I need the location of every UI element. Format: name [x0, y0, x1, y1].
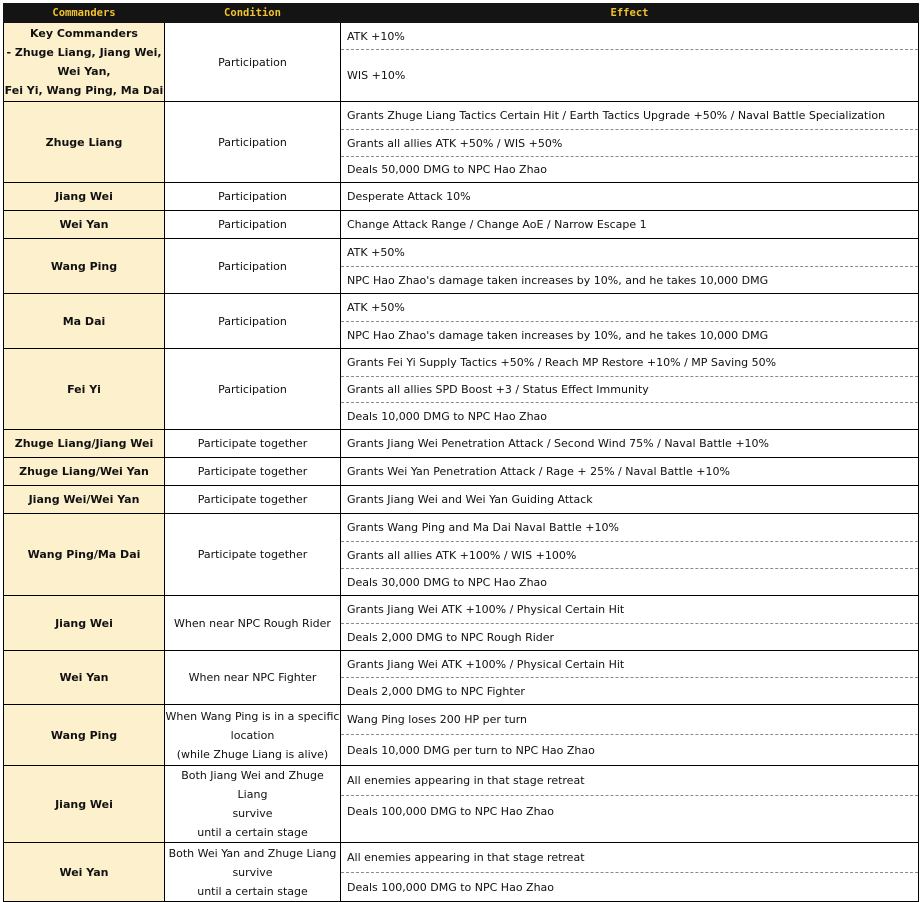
effect-line: Wang Ping loses 200 HP per turn	[347, 713, 528, 726]
effect-line: Deals 100,000 DMG to NPC Hao Zhao	[341, 795, 918, 826]
commander-name: Key Commanders	[30, 27, 138, 40]
condition-text: Participation	[218, 382, 287, 396]
effect-line: Deals 10,000 DMG to NPC Hao Zhao	[341, 402, 918, 429]
condition-text: Participation	[218, 259, 287, 273]
effect-line: Grants Wang Ping and Ma Dai Naval Battle +10%	[347, 521, 619, 534]
effect-cell	[341, 294, 919, 349]
commander-name: Wang Ping	[50, 259, 118, 273]
condition-text: Both Jiang Wei and Zhuge Liang	[181, 769, 324, 801]
condition-text: Both Wei Yan and Zhuge Liang	[168, 846, 337, 860]
table-row	[4, 486, 919, 514]
commander-cell	[4, 596, 165, 651]
commander-cell	[4, 486, 165, 514]
commander-cell	[4, 211, 165, 239]
header-effect: Effect	[341, 4, 919, 23]
table-row	[4, 102, 919, 183]
condition-text: Participate together	[197, 465, 308, 478]
effect-line: All enemies appearing in that stage retreat	[347, 851, 585, 864]
table-row	[4, 651, 919, 705]
effect-cell	[341, 430, 919, 458]
commander-name: Jiang Wei	[55, 616, 113, 630]
condition-text: When near NPC Rough Rider	[174, 616, 331, 630]
commander-cell	[4, 514, 165, 596]
effect-cell	[341, 239, 919, 294]
header-row	[4, 4, 919, 23]
condition-text: Participate together	[197, 548, 308, 561]
effect-cell	[341, 651, 919, 705]
commander-cell	[4, 705, 165, 766]
condition-cell	[165, 651, 341, 705]
effect-line: Grants Jiang Wei and Wei Yan Guiding Attack	[347, 493, 593, 506]
table-row	[4, 294, 919, 349]
condition-text: until a certain stage	[197, 826, 308, 839]
condition-cell	[165, 211, 341, 239]
commander-name: - Zhuge Liang, Jiang Wei,	[6, 46, 162, 59]
effect-cell	[341, 349, 919, 430]
commander-name: Wei Yan,	[57, 65, 111, 78]
commander-cell	[4, 23, 165, 102]
condition-text: (while Zhuge Liang is alive)	[176, 747, 329, 761]
table-row	[4, 23, 919, 102]
table-row	[4, 766, 919, 843]
condition-cell	[165, 486, 341, 514]
condition-text: When near NPC Fighter	[188, 671, 317, 684]
commander-name: Wei Yan	[59, 671, 109, 684]
effect-cell	[341, 514, 919, 596]
effect-line: ATK +50%	[347, 246, 405, 259]
effect-line: Grants Fei Yi Supply Tactics +50% / Reach MP Restore +10% / MP Saving 50%	[347, 356, 777, 369]
commander-cell	[4, 183, 165, 211]
effect-line: Grants Zhuge Liang Tactics Certain Hit / Earth Tactics Upgrade +50% / Naval Battle Specialization	[347, 109, 886, 122]
commander-name: Wang Ping/Ma Dai	[27, 548, 141, 561]
effect-line: All enemies appearing in that stage retreat	[347, 774, 585, 787]
table-row	[4, 183, 919, 211]
effect-line: Grants Jiang Wei ATK +100% / Physical Certain Hit	[347, 657, 625, 671]
effect-line: Deals 10,000 DMG per turn to NPC Hao Zhao	[341, 734, 918, 765]
commander-name: Wang Ping	[50, 728, 118, 742]
effect-line: Grants all allies ATK +50% / WIS +50%	[341, 129, 918, 156]
condition-cell	[165, 514, 341, 596]
condition-cell	[165, 294, 341, 349]
condition-cell	[165, 102, 341, 183]
effect-line: Deals 30,000 DMG to NPC Hao Zhao	[341, 568, 918, 595]
condition-text: Participation	[218, 218, 287, 231]
commander-name: Zhuge Liang/Wei Yan	[19, 465, 149, 478]
condition-text: Participate together	[197, 493, 308, 506]
effect-line: WIS +10%	[341, 49, 918, 101]
table-row	[4, 458, 919, 486]
effect-line: Deals 2,000 DMG to NPC Rough Rider	[341, 623, 918, 650]
commander-cell	[4, 430, 165, 458]
table-row	[4, 514, 919, 596]
commander-name: Zhuge Liang	[45, 135, 123, 149]
condition-text: Participation	[218, 190, 287, 203]
commander-name: Jiang Wei	[55, 797, 113, 811]
effect-cell	[341, 766, 919, 843]
commander-cell	[4, 458, 165, 486]
effect-cell	[341, 458, 919, 486]
commander-name: Fei Yi	[67, 382, 101, 396]
condition-text: survive	[232, 865, 273, 879]
condition-cell	[165, 766, 341, 843]
effect-line: Grants all allies SPD Boost +3 / Status Effect Immunity	[341, 376, 918, 402]
effect-cell	[341, 486, 919, 514]
commander-cell	[4, 102, 165, 183]
condition-text: Participate together	[197, 437, 308, 450]
effect-cell	[341, 183, 919, 211]
commander-name: Ma Dai	[62, 314, 106, 328]
commander-cell	[4, 651, 165, 705]
effect-cell	[341, 705, 919, 766]
table-row	[4, 239, 919, 294]
condition-cell	[165, 349, 341, 430]
effect-line: Change Attack Range / Change AoE / Narrow Escape 1	[347, 218, 647, 231]
effect-line: ATK +10%	[347, 29, 405, 43]
effect-line: Grants Wei Yan Penetration Attack / Rage + 25% / Naval Battle +10%	[347, 465, 730, 478]
commander-name: Jiang Wei/Wei Yan	[28, 493, 140, 506]
condition-cell	[165, 183, 341, 211]
commander-cell	[4, 294, 165, 349]
commander-name: Wei Yan	[59, 865, 109, 879]
condition-text: Participation	[218, 55, 287, 69]
table-row	[4, 430, 919, 458]
effect-line: Grants all allies ATK +100% / WIS +100%	[341, 541, 918, 568]
condition-text: Participation	[218, 314, 287, 328]
commander-cell	[4, 766, 165, 843]
condition-text: When Wang Ping is in a specific	[165, 709, 340, 723]
table-row	[4, 843, 919, 902]
condition-cell	[165, 430, 341, 458]
table-row	[4, 349, 919, 430]
condition-cell	[165, 458, 341, 486]
condition-text: location	[230, 728, 275, 742]
effect-cell	[341, 102, 919, 183]
commander-cell	[4, 239, 165, 294]
header-condition: Condition	[165, 4, 341, 23]
effect-line: Desperate Attack 10%	[347, 190, 471, 203]
effect-line: Deals 100,000 DMG to NPC Hao Zhao	[341, 872, 918, 901]
table-row	[4, 596, 919, 651]
commander-name: Wei Yan	[59, 218, 109, 231]
commander-name: Zhuge Liang/Jiang Wei	[14, 437, 154, 450]
effect-cell	[341, 596, 919, 651]
table-row	[4, 211, 919, 239]
effect-line: NPC Hao Zhao's damage taken increases by 10%, and he takes 10,000 DMG	[341, 321, 918, 348]
effect-line: Deals 50,000 DMG to NPC Hao Zhao	[341, 156, 918, 182]
condition-text: until a certain stage	[197, 884, 308, 898]
commander-cell	[4, 843, 165, 902]
effect-line: NPC Hao Zhao's damage taken increases by 10%, and he takes 10,000 DMG	[341, 266, 918, 293]
condition-text: survive	[232, 807, 273, 820]
effect-cell	[341, 211, 919, 239]
condition-cell	[165, 23, 341, 102]
effect-line: ATK +50%	[347, 301, 405, 314]
condition-cell	[165, 705, 341, 766]
condition-text: Participation	[218, 135, 287, 149]
header-commanders: Commanders	[4, 4, 165, 23]
table-row	[4, 705, 919, 766]
condition-cell	[165, 843, 341, 902]
condition-cell	[165, 596, 341, 651]
commander-cell	[4, 349, 165, 430]
commander-name: Jiang Wei	[55, 190, 113, 203]
commander-effects-table	[3, 3, 919, 902]
effect-cell	[341, 843, 919, 902]
condition-cell	[165, 239, 341, 294]
effect-line: Grants Jiang Wei Penetration Attack / Second Wind 75% / Naval Battle +10%	[347, 437, 769, 450]
effect-cell	[341, 23, 919, 102]
effect-line: Deals 2,000 DMG to NPC Fighter	[341, 677, 918, 704]
commander-name: Fei Yi, Wang Ping, Ma Dai	[4, 84, 164, 97]
effect-line: Grants Jiang Wei ATK +100% / Physical Certain Hit	[347, 603, 625, 616]
